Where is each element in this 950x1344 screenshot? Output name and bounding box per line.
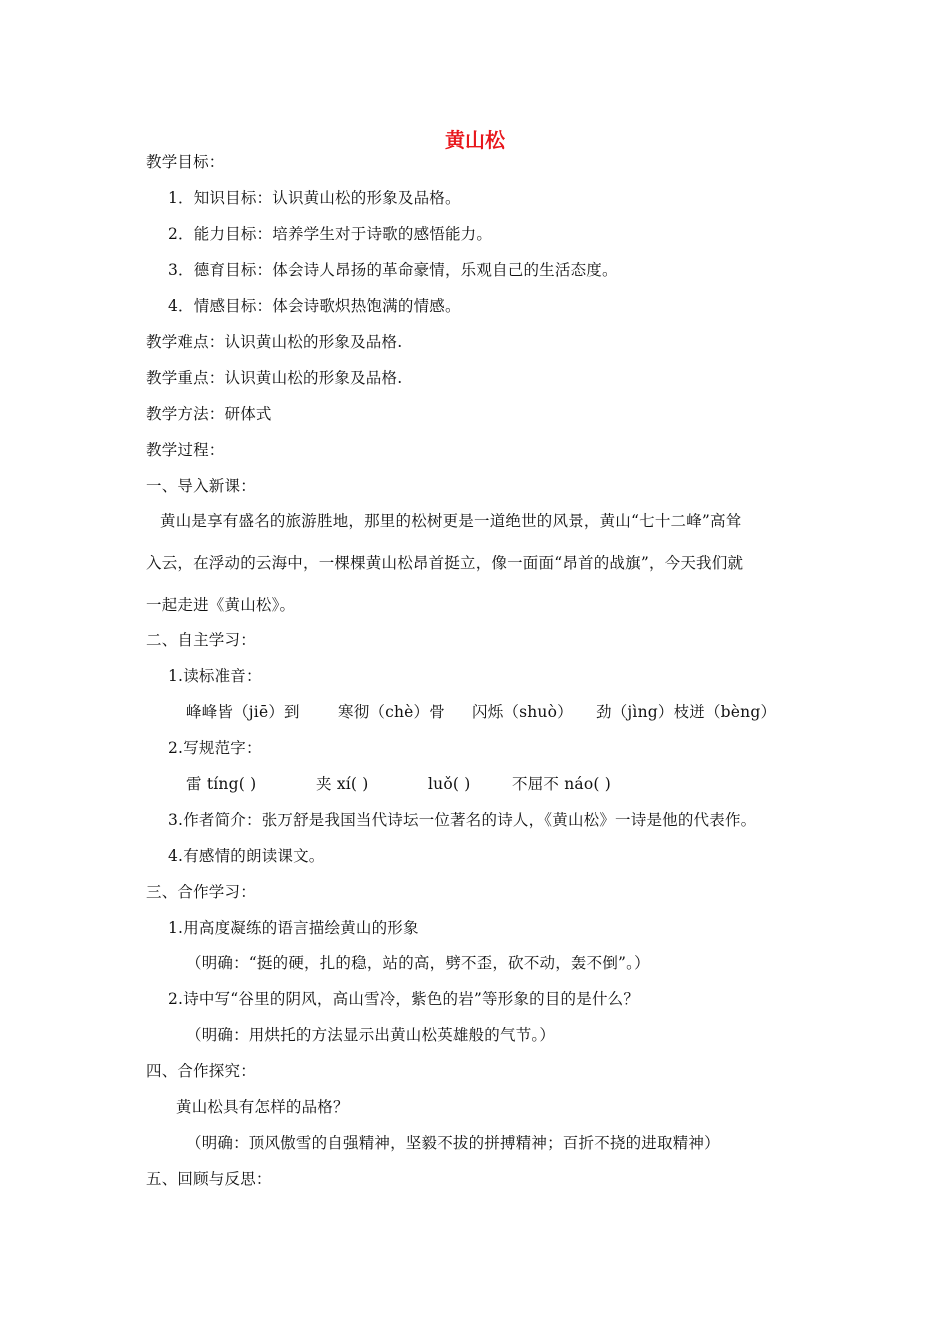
intro-paragraph-line: 入云，在浮动的云海中，一棵棵黄山松昂首挺立，像一面面“昂首的战旗”，今天我们就: [146, 554, 744, 572]
section4-heading: 四、合作探究：: [146, 1062, 256, 1080]
section3-heading: 三、合作学习：: [146, 883, 256, 901]
answer-2: （明确：用烘托的方法显示出黄山松英雄般的气节。）: [186, 1026, 556, 1044]
method-line: 教学方法：研体式: [146, 405, 272, 423]
goal-item: 3．德育目标：体会诗人昂扬的革命豪情，乐观自己的生活态度。: [168, 261, 618, 279]
pinyin-word: 闪烁（shuò）: [472, 703, 573, 721]
goal-item: 2．能力目标：培养学生对于诗歌的感悟能力。: [168, 225, 493, 243]
explore-question: 黄山松具有怎样的品格？: [176, 1098, 349, 1116]
char-blank: 不屈不 náo( ): [512, 775, 612, 793]
char-blank: 夹 xí( ): [316, 775, 369, 793]
char-blank: 雷 tíng( ): [186, 775, 257, 793]
intro-paragraph-line: 一起走进《黄山松》。: [146, 596, 296, 614]
section5-heading: 五、回顾与反思：: [146, 1170, 272, 1188]
question-2: 2.诗中写“谷里的阴风，高山雪冷，紫色的岩”等形象的目的是什么？: [168, 990, 640, 1008]
section1-heading: 一、导入新课：: [146, 477, 256, 495]
question-1: 1.用高度凝练的语言描绘黄山的形象: [168, 919, 419, 937]
goal-item: 1．知识目标：认识黄山松的形象及品格。: [168, 189, 461, 207]
document-title: 黄山松: [445, 128, 505, 152]
answer-1: （明确：“挺的硬，扎的稳，站的高，劈不歪，砍不动，轰不倒”。）: [186, 954, 650, 972]
author-intro-item: 3.作者简介：张万舒是我国当代诗坛一位著名的诗人，《黄山松》一诗是他的代表作。: [168, 811, 757, 829]
goals-heading: 教学目标：: [146, 153, 225, 171]
goal-item: 4．情感目标：体会诗歌炽热饱满的情感。: [168, 297, 461, 315]
explore-answer: （明确：顶风傲雪的自强精神，坚毅不拔的拼搏精神；百折不挠的进取精神）: [186, 1134, 720, 1152]
pinyin-word: 寒彻（chè）骨: [338, 703, 445, 721]
pinyin-word: 峰峰皆（jiē）到: [186, 703, 300, 721]
write-chars-item: 2.写规范字：: [168, 739, 262, 757]
key-point-line: 教学重点：认识黄山松的形象及品格.: [146, 369, 403, 387]
difficulty-line: 教学难点：认识黄山松的形象及品格.: [146, 333, 403, 351]
process-heading: 教学过程：: [146, 441, 225, 459]
read-pronunciation-item: 1.读标准音：: [168, 667, 262, 685]
char-blank: luǒ( ): [428, 775, 471, 793]
section2-heading: 二、自主学习：: [146, 631, 256, 649]
intro-paragraph-line: 黄山是享有盛名的旅游胜地，那里的松树更是一道绝世的风景，黄山“七十二峰”高耸: [160, 512, 742, 530]
pinyin-word: 劲（jìng）枝迸（bèng）: [596, 703, 777, 721]
reading-item: 4.有感情的朗读课文。: [168, 847, 325, 865]
